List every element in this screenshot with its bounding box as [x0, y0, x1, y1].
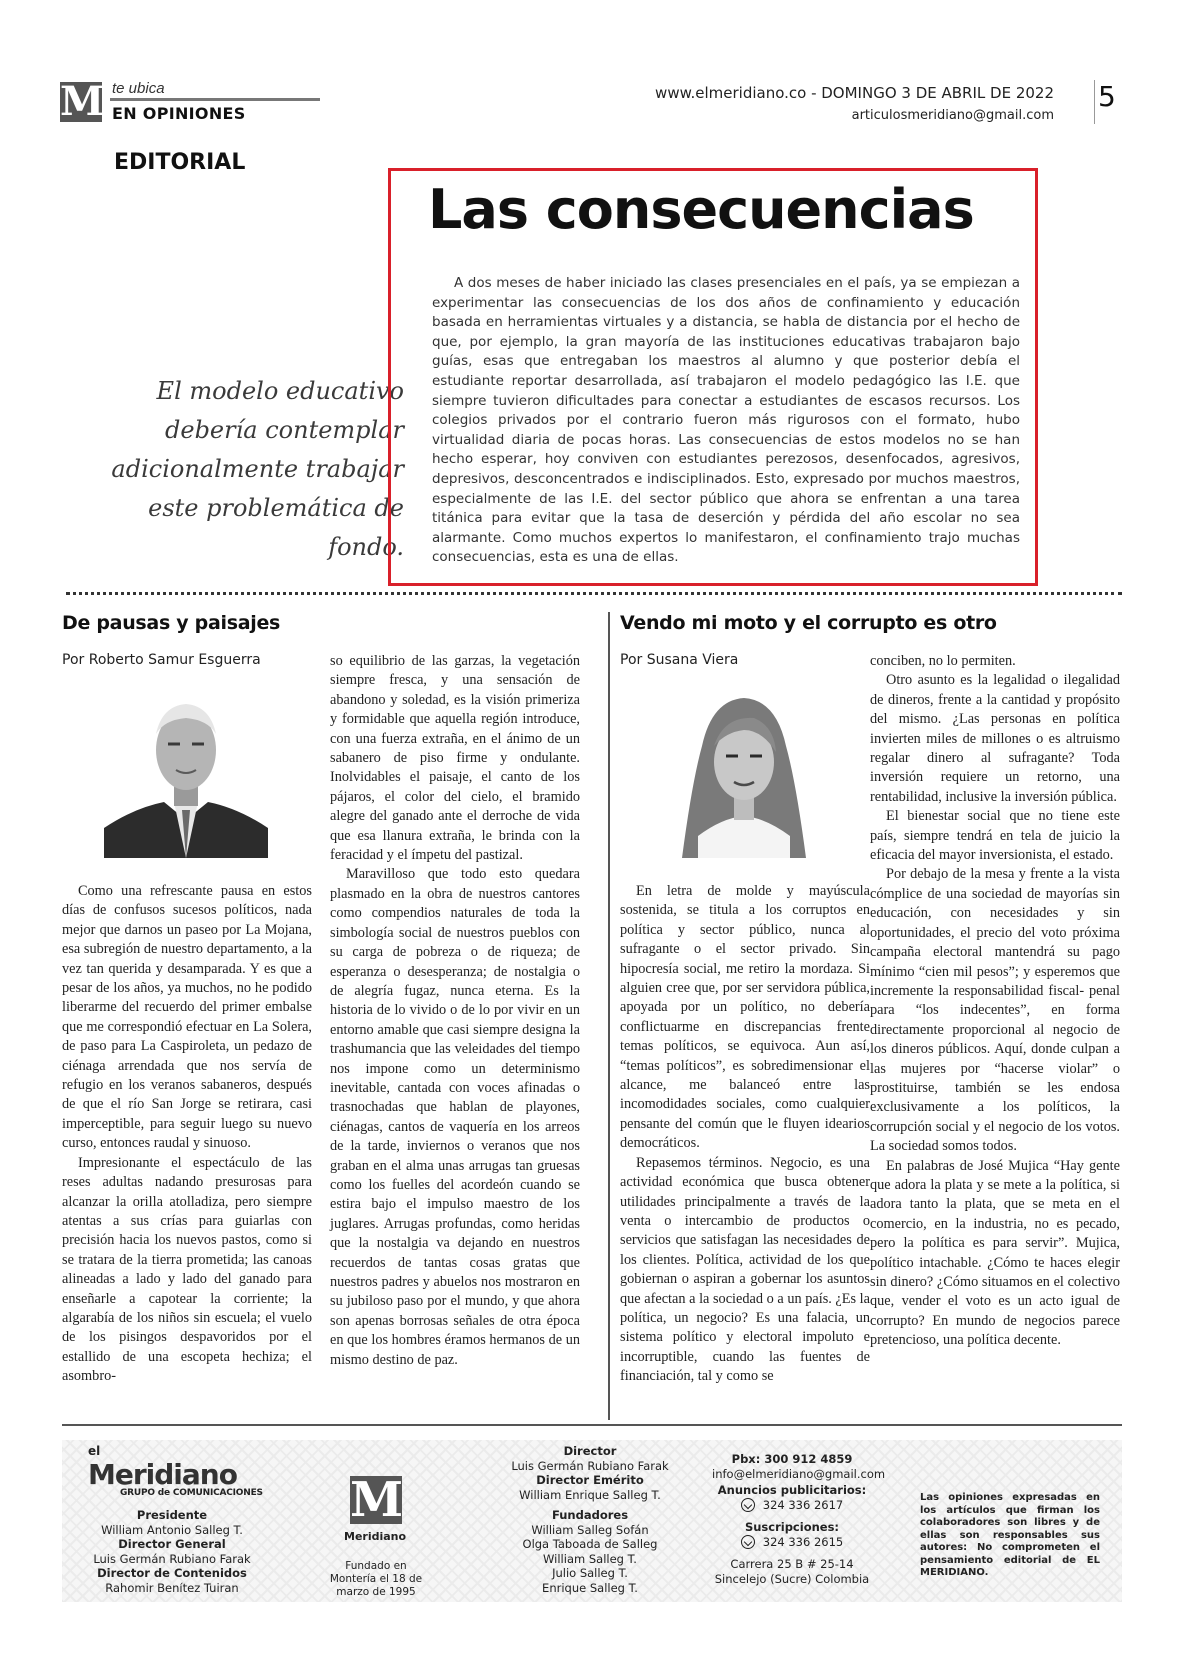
fundadores-label: Fundadores — [551, 1508, 629, 1522]
meridiano-logo-icon: M — [60, 78, 105, 125]
portrait-woman-icon — [662, 686, 826, 858]
presidente-label: Presidente — [136, 1508, 208, 1522]
article-right-column-2 — [870, 652, 1120, 1351]
fundado-note: Fundado en Montería el 18 de marzo de 1995 — [329, 1560, 423, 1598]
byline-left: Por Roberto Samur Esguerra — [62, 652, 261, 668]
tagline: te ubica — [112, 80, 165, 97]
header-date-line[interactable]: www.elmeridiano.co - DOMINGO 3 DE ABRIL DE 2022 — [655, 84, 1054, 102]
fundador: William Salleg T. — [543, 1551, 637, 1566]
page-number-divider — [1094, 80, 1095, 124]
author-photo-left — [104, 690, 268, 858]
whatsapp-icon — [741, 1535, 755, 1549]
section-name: EN OPINIONES — [112, 104, 246, 123]
byline-right: Por Susana Viera — [620, 652, 739, 668]
editorial-title: Las consecuencias — [428, 178, 974, 241]
paragraph: En palabras de José Mujica “Hay gente que adora la plata y se mete a la política, si adora tanto la plata, que se meta en el comercio, en la industria, no es pecado, pero la política es para servir”. Mujica, político intachable. ¿Cómo te haces elegir sin dinero? ¿Cómo situamos en el colectivo que, vender el voto es un acto igual de corrupto? En mundo de negocios parece pretencioso, una política decente. — [870, 1157, 1120, 1349]
suscripciones-phone[interactable]: 324 336 2615 — [762, 1534, 844, 1549]
info-email[interactable]: info@elmeridiano@gmail.com — [712, 1466, 886, 1481]
paragraph: Otro asunto es la legalidad o ilegalidad de dineros, frente a la cantidad y propósito del mismo. ¿Las personas en política invierten miles de millones o es altruismo regalar dinero al sufragante? Toda inversión requiere un retorno, una rentabilidad, inclusive la inversión pública. — [870, 672, 1120, 805]
footer-rule — [62, 1424, 1122, 1426]
presidente-name: William Antonio Salleg T. — [101, 1522, 243, 1537]
paragraph: Por debajo de la mesa y frente a la vista cómplice de una sociedad de mayorías sin educación, con necesidades y sin oportunidades, el precio del voto próxima campaña electoral mantendrá su pago mínimo “cien mil pesos”; y esperemos que incremente la responsabilidad fiscal- penal para “los indecentes”, en forma directamente proporcional al negocio de los dineros públicos. Aquí, donde culpan a las mujeres por “hacerse violar” o prostituirse, también se les endosa exclusivamente a los políticos, la corrupción social y el negocio de los votos. La sociedad somos todos. — [870, 866, 1120, 1155]
pbx[interactable]: Pbx: 300 912 4859 — [731, 1452, 853, 1466]
director-contenidos-label: Director de Contenidos — [97, 1566, 247, 1580]
director-emerito-label: Director Emérito — [536, 1473, 644, 1487]
article-right-column-1 — [620, 882, 870, 1387]
author-photo-right — [662, 686, 826, 858]
whatsapp-icon — [741, 1498, 755, 1512]
article-title-right: Vendo mi moto y el corrupto es otro — [620, 612, 997, 634]
fundador: Julio Salleg T. — [552, 1566, 628, 1580]
anuncios-label: Anuncios publicitarios: — [717, 1483, 867, 1497]
paragraph: Impresionante el espectáculo de las reses adultas nadando presurosas para alcanzar la orilla atolladiza, pero siempre atentas a sus crías para guiarlas con precisión hacia los nuevos pastos, como si se tratara de la tierra prometida; las canoas alineadas a lado y lado del ganado para enseñarle a capotear la corriente; la algarabía de los niños sin escuela; el vuelo de los pisingos despavoridos por el estallido de una escopeta hechiza; el asombro- — [62, 1154, 312, 1385]
footer-contact — [712, 1452, 886, 1586]
suscripciones-label: Suscripciones: — [744, 1520, 840, 1534]
paragraph: El bienestar social que no tiene este país, siempre tendrá en tela de juicio la eficacia del mayor inversionista, el estado. — [870, 808, 1120, 864]
suscripciones-line[interactable] — [712, 1535, 872, 1550]
address-line-2: Sincelejo (Sucre) Colombia — [714, 1571, 870, 1586]
article-left-column-1 — [62, 882, 312, 1387]
fundador: William Salleg Sofán — [531, 1522, 649, 1537]
paragraph: Repasemos términos. Negocio, es una actividad económica que busca obtener utilidades principalmente a través de la venta o intercambio de productos o servicios que satisfagan las necesidades de los clientes. Política, actividad de los que gobiernan o aspiran a gobernar los asuntos que afectan a la sociedad o a un país. ¿Es la política, un negocio? Es una falacia, un sistema político y electoral impoluto e incorruptible, cuando las fuentes de financiación, tal y como se — [620, 1154, 870, 1385]
dotted-divider — [66, 592, 1122, 595]
paragraph: so equilibrio de las garzas, la vegetación siempre fresca, y una sensación de abandono y soledad, es la visión primeriza y formidable que aquella región introduce, con una fuerza extraña, en el ánimo de un sabanero de piso firme y ondulante. Inolvidables el paisaje, el canto de los pájaros, el color del cielo, el bramido alegre del ganado ante el derroche de vida que esa llanura extraña, le brinda con la feracidad y el ímpetu del pastizal. — [330, 653, 580, 864]
meridiano-m-logo-icon: M — [350, 1472, 404, 1528]
header-rule — [110, 98, 320, 101]
column-divider — [608, 612, 610, 1420]
article-left-column-2 — [330, 652, 580, 1370]
footer-logo-el: el — [88, 1444, 101, 1458]
header-email[interactable]: articulosmeridiano@gmail.com — [851, 108, 1054, 123]
paragraph: En letra de molde y mayúscula sostenida, se titula a los corruptos en política y sector público, nunca al sufragante o el sector privado. Sin hipocresía social, me retiro la mordaza. Si alguien cree que, por ser servidora pública, apoyada por un político, no debería conflictuarme en discrepancias frente temas políticos, se equivoca. Aun así, “temas políticos”, es sobredimensionar el alcance, me balanceó entre las incomodidades sociales, como cualquier pensante del común que le fluyen idearios democráticos. — [620, 883, 870, 1152]
paragraph: Como una refrescante pausa en estos días de confusos sucesos políticos, nada mejor que darnos un paseo por La Mojana, esa subregión de nuestro departamento, a la vez tan querida y desamparada. Y es que a pesar de los años, ya muchos, no he podido liberarme del recuerdo del primer embalse que me correspondió efectuar en La Solera, de paso para La Caspiroleta, un pedazo de ciénaga arrendada que nos servía de refugio en los veranos sabaneros, después de que el río San Jorge se retirara, casi imperceptible, para seguir luego su nuevo curso, entonces raudal y sinuoso. — [62, 883, 312, 1152]
pull-quote: El modelo educativo debería contemplar adicionalmente trabajar este problemática de fondo. — [111, 377, 404, 561]
footer-staff-center — [508, 1444, 672, 1595]
director-emerito-name: William Enrique Salleg T. — [519, 1487, 661, 1502]
director-general-name: Luis Germán Rubiano Farak — [93, 1551, 251, 1566]
fundador: Enrique Salleg T. — [542, 1580, 638, 1595]
mid-logo-wordmark: Meridiano — [344, 1530, 407, 1543]
fundador: Olga Taboada de Salleg — [522, 1537, 658, 1551]
editorial-label: EDITORIAL — [114, 150, 246, 175]
director-general-label: Director General — [118, 1537, 226, 1551]
director-contenidos-name: Rahomir Benítez Tuiran — [105, 1580, 239, 1595]
anuncios-line[interactable] — [712, 1498, 872, 1513]
editorial-body: A dos meses de haber iniciado las clases presenciales en el país, ya se empiezan a experimentar las consecuencias de los dos años de confinamiento y educación basada en herramientas virtuales y a distancia, se habla de distancia por el hecho de que, por ejemplo, la gran mayoría de las instituciones educativas trabajaron bajo guías, esas que entregaban los maestros al alumno y que posterior debía el estudiante reportar desarrollada, así trabajaron el modelo pedagógico las I.E. que siempre tuvieron dificultades para conectar a estudiantes de escasos recursos. Los colegios privados por el contrario fueron más rigurosos con el formato, hubo virtualidad diaria de pocas horas. Las consecuencias de estos modelos no se han hecho esperar, hoy conviven con estudiantes perezosos, desenfocados, agresivos, depresivos, desconcentrados e indisciplinados. Esto, expresado por muchos maestros, especialmente de las I.E. del sector público que ahora se enfrentan a una tarea titánica para evitar que la tasa de deserción y pérdida del año escolar no sea alarmante. Como muchos expertos lo manifestaron, el confinamiento trajo muchas consecuencias, esta es una de ellas. — [432, 275, 1020, 566]
footer-staff-left — [72, 1508, 272, 1595]
director-name: Luis Germán Rubiano Farak — [511, 1458, 669, 1473]
director-label: Director — [563, 1444, 617, 1458]
address-line-1: Carrera 25 B # 25-14 — [730, 1557, 854, 1571]
page-number: 5 — [1098, 80, 1116, 113]
article-title-left: De pausas y paisajes — [62, 612, 281, 634]
footer-logo-wordmark: Meridiano — [88, 1458, 237, 1491]
paragraph: Maravilloso que todo esto quedara plasmado en la obra de nuestros cantores como compendios naturales de toda la simbología social de nuestros pueblos con su carga de pobreza o de riqueza; de esperanza o desesperanza; de nostalgia o de alegría fugaz, nunca eterna. Es la historia de lo vivido o de lo por vivir en un entorno amable que casi siempre designa la trashumancia que las veleidades del tiempo nos impone como un determinismo inevitable, cantada con voces afinadas o trasnochadas que hablan de playones, ciénagas, cantos de vaquería en los arreos de la tarde, inviernos o veranos que nos graban en el alma unas arrugas tan gruesas como los fuelles del acordeón cuando se estira bajo el impulso maestro de los juglares. Arrugas profundas, como heridas que la nostalgia va dejando en nuestros recuerdos de tantas cosas gratas que nuestros padres y abuelos nos mostraron en su jubiloso paso por el mundo, y que ahora son apenas borrosas señales de otra época en que los hombres éramos hermanos de un mismo destino de paz. — [330, 866, 580, 1368]
footer-disclaimer: Las opiniones expresadas en los artículos que firman los colaboradores son libres y de ellas son responsables sus autores: No comprometen el pensamiento editorial de EL MERIDIANO. — [920, 1492, 1100, 1578]
paragraph: conciben, no lo permiten. — [870, 653, 1016, 669]
footer-logo-subtitle: GRUPO de COMUNICACIONES — [120, 1488, 263, 1498]
anuncios-phone[interactable]: 324 336 2617 — [762, 1497, 844, 1512]
portrait-man-icon — [104, 690, 268, 858]
